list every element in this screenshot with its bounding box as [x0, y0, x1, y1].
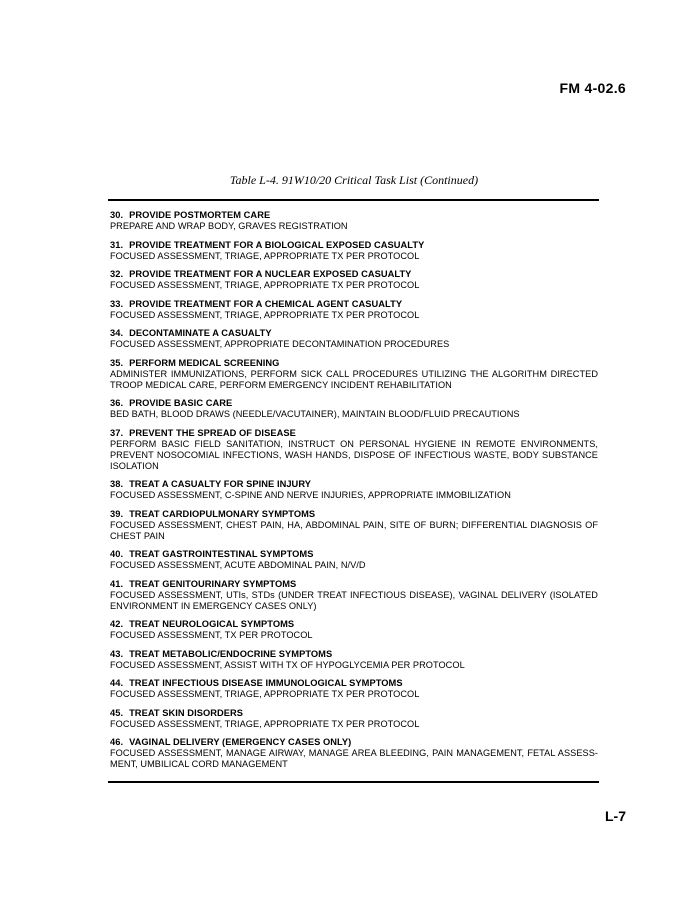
task-number: 33. [110, 298, 124, 309]
task-title: TREAT GASTROINTESTINAL SYMPTOMS [129, 549, 314, 559]
task-title: VAGINAL DELIVERY (EMERGENCY CASES ONLY) [129, 737, 352, 747]
task-item [110, 428, 598, 472]
task-title: DECONTAMINATE A CASUALTY [129, 328, 272, 338]
task-heading [110, 398, 598, 409]
task-description: FOCUSED ASSESSMENT, ASSIST WITH TX OF HYPOGLYCEMIA PER PROTOCOL [110, 659, 465, 670]
task-item [110, 479, 598, 501]
task-number: 44. [110, 678, 124, 688]
task-number: 46. [110, 737, 124, 747]
task-item [110, 328, 598, 350]
task-description: BED BATH, BLOOD DRAWS (NEEDLE/VACUTAINER), MAINTAIN BLOOD/FLUID PRECAUTIONS [110, 409, 520, 419]
task-number: 34. [110, 328, 124, 338]
task-heading [110, 549, 598, 560]
task-description: FOCUSED ASSESSMENT, CHEST PAIN, HA, ABDOMINAL PAIN, SITE OF BURN; DIFFERENTIAL DIAGNOSIS OF CHEST PAIN [110, 519, 598, 541]
task-heading [110, 299, 598, 310]
task-item [110, 269, 598, 291]
task-heading [110, 240, 598, 251]
task-heading [110, 579, 598, 590]
task-title: PROVIDE BASIC CARE [129, 398, 233, 408]
task-description: FOCUSED ASSESSMENT, C-SPINE AND NERVE INJURIES, APPROPRIATE IMMOBILIZATION [110, 490, 511, 500]
task-description: FOCUSED ASSESSMENT, TRIAGE, APPROPRIATE TX PER PROTOCOL [110, 280, 420, 290]
task-description: FOCUSED ASSESSMENT, UTIs, STDs (UNDER TREAT INFECTIOUS DISEASE), VAGINAL DELIVERY (ISOLATED ENVIRONMENT IN EMERGENCY CASES ONLY) [110, 589, 598, 611]
task-title: PERFORM MEDICAL SCREENING [129, 357, 280, 368]
task-number: 43. [110, 648, 124, 659]
task-title: PREVENT THE SPREAD OF DISEASE [129, 427, 296, 438]
task-title: TREAT SKIN DISORDERS [129, 707, 244, 718]
task-description: FOCUSED ASSESSMENT, TX PER PROTOCOL [110, 630, 313, 640]
task-item [110, 240, 598, 262]
task-item [110, 210, 598, 232]
table-caption: Table L-4. 91W10/20 Critical Task List (Continued) [229, 173, 479, 187]
task-item [110, 358, 598, 391]
task-description: FOCUSED ASSESSMENT, TRIAGE, APPROPRIATE TX PER PROTOCOL [110, 250, 420, 261]
task-number: 41. [110, 578, 124, 589]
task-title: TREAT GENITOURINARY SYMPTOMS [129, 578, 297, 589]
task-heading [110, 649, 598, 660]
task-heading [110, 479, 598, 490]
task-number: 45. [110, 707, 124, 718]
task-number: 40. [110, 549, 124, 559]
task-number: 35. [110, 357, 124, 368]
task-number: 42. [110, 619, 124, 629]
task-heading [110, 619, 598, 630]
manual-id: FM 4-02.6 [559, 80, 626, 96]
page-number: L-7 [605, 808, 626, 824]
task-number: 32. [110, 269, 124, 279]
task-title: PROVIDE TREATMENT FOR A BIOLOGICAL EXPOSED CASUALTY [129, 239, 425, 250]
task-heading [110, 210, 598, 221]
task-title: TREAT CARDIOPULMONARY SYMPTOMS [129, 508, 316, 519]
task-description: FOCUSED ASSESSMENT, TRIAGE, APPROPRIATE TX PER PROTOCOL [110, 309, 420, 320]
task-heading [110, 328, 598, 339]
task-description: FOCUSED ASSESSMENT, ACUTE ABDOMINAL PAIN, N/V/D [110, 560, 366, 570]
task-title: TREAT METABOLIC/ENDOCRINE SYMPTOMS [129, 648, 333, 659]
task-title: TREAT A CASUALTY FOR SPINE INJURY [129, 479, 311, 489]
task-description: FOCUSED ASSESSMENT, TRIAGE, APPROPRIATE TX PER PROTOCOL [110, 718, 420, 729]
task-heading [110, 269, 598, 280]
task-heading [110, 708, 598, 719]
task-number: 31. [110, 239, 124, 250]
task-description: FOCUSED ASSESSMENT, APPROPRIATE DECONTAMINATION PROCEDURES [110, 339, 450, 349]
task-item [110, 737, 598, 770]
task-number: 38. [110, 479, 124, 489]
task-title: TREAT INFECTIOUS DISEASE IMMUNOLOGICAL SYMPTOMS [129, 678, 403, 688]
task-title: TREAT NEUROLOGICAL SYMPTOMS [129, 619, 295, 629]
table-top-rule [108, 199, 599, 201]
task-item [110, 619, 598, 641]
task-number: 36. [110, 398, 124, 408]
task-item [110, 649, 598, 671]
task-heading [110, 358, 598, 369]
task-heading [110, 737, 598, 748]
task-description: FOCUSED ASSESSMENT, TRIAGE, APPROPRIATE TX PER PROTOCOL [110, 689, 420, 699]
task-number: 39. [110, 508, 124, 519]
task-item [110, 398, 598, 420]
task-heading [110, 509, 598, 520]
task-number: 37. [110, 427, 124, 438]
task-item [110, 549, 598, 571]
task-list [110, 210, 598, 778]
task-item [110, 509, 598, 542]
task-description: PERFORM BASIC FIELD SANITATION, INSTRUCT ON PERSONAL HYGIENE IN REMOTE ENVIRONMENTS, PREVENT NOSOCOMIAL INFECTIONS, WASH HANDS, DISPOSE OF INFECTIOUS WASTE, BODY SUBSTANCE ISOLATION [110, 438, 598, 471]
task-heading [110, 428, 598, 439]
task-title: PROVIDE TREATMENT FOR A NUCLEAR EXPOSED CASUALTY [129, 269, 412, 279]
task-item [110, 579, 598, 612]
task-description: ADMINISTER IMMUNIZATIONS, PERFORM SICK CALL PROCEDURES UTILIZING THE ALGORITHM DIRECTED TROOP MEDICAL CARE, PERFORM EMERGENCY INCIDENT REHABILITATION [110, 368, 598, 390]
task-item [110, 678, 598, 700]
task-title: PROVIDE TREATMENT FOR A CHEMICAL AGENT CASUALTY [129, 298, 403, 309]
table-bottom-rule [108, 781, 599, 783]
task-number: 30. [110, 210, 124, 220]
task-description: FOCUSED ASSESSMENT, MANAGE AIRWAY, MANAGE AREA BLEEDING, PAIN MANAGEMENT, FETAL ASSESS-MENT, UMBILICAL CORD MANAGEMENT [110, 748, 598, 769]
task-description: PREPARE AND WRAP BODY, GRAVES REGISTRATION [110, 221, 348, 231]
task-item [110, 299, 598, 321]
task-heading [110, 678, 598, 689]
task-item [110, 708, 598, 730]
task-title: PROVIDE POSTMORTEM CARE [129, 210, 271, 220]
